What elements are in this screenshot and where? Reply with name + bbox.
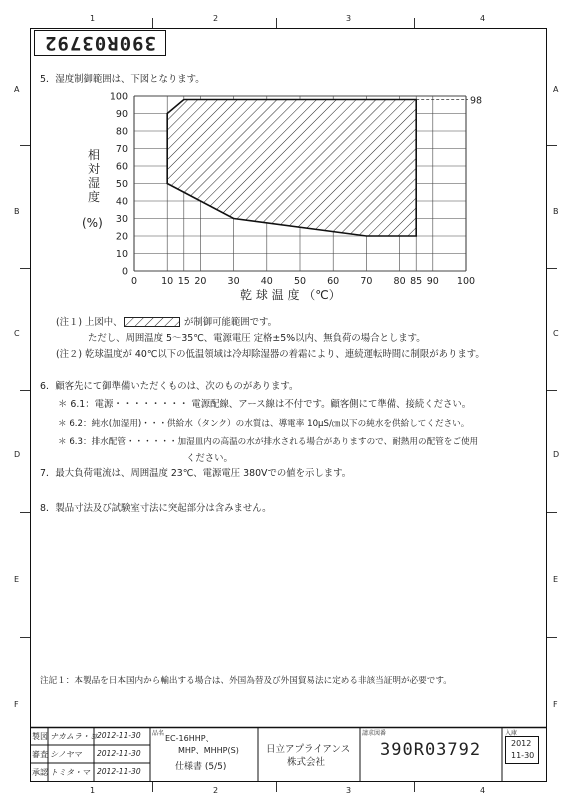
row-label-right: D — [553, 450, 560, 459]
tb-name-reviewed: シノヤマ — [50, 750, 82, 759]
note2: (注２) 乾球温度が 40℃以下の低温領域は冷却除湿器の着霜により、連続運転時間に制限があります。 — [56, 349, 485, 360]
tb-company-line1: 日立アプライアンス — [266, 744, 351, 755]
x-tick-label: 100 — [456, 276, 476, 287]
y-tick-label: 40 — [115, 196, 128, 208]
section6-item1: ＊ 6.1：電源・・・・・・・・ 電源配線、アース線は不付です。顧客側にて準備、接続ください。 — [58, 399, 472, 410]
x-tick-label: 20 — [194, 276, 207, 287]
y-tick-label: 80 — [115, 126, 128, 138]
x-tick-label: 70 — [360, 276, 373, 287]
tb-drawing-no: 390R03792 — [380, 740, 482, 760]
x-tick-label: 85 — [410, 276, 423, 287]
column-number-bottom: 2 — [213, 786, 219, 795]
row-label-left: D — [14, 450, 21, 459]
column-number-top: 2 — [213, 14, 219, 23]
chart-annotation — [416, 96, 482, 107]
tb-label-drafted: 製図 — [32, 732, 48, 741]
row-label-left: B — [14, 207, 20, 216]
x-tick-label: 80 — [393, 276, 406, 287]
column-number-top: 4 — [480, 14, 486, 23]
tb-date-reviewed: 2012-11-30 — [97, 749, 141, 758]
drawing-number-stamp: 390R03792 — [34, 30, 166, 56]
tb-label-reviewed: 審査 — [32, 750, 48, 759]
tb-entry-label: 入庫 — [505, 730, 518, 737]
section5-heading: 5．湿度制御範囲は、下図となります。 — [40, 74, 205, 85]
tb-product-line2: MHP、MHHP(S) — [178, 746, 239, 755]
section7: 7．最大負荷電流は、周囲温度 23℃、電源電圧 380Vでの値を示します。 — [40, 468, 352, 479]
x-tick-label: 60 — [327, 276, 340, 287]
y-tick-label: 90 — [115, 109, 128, 120]
annotation-98: 98 — [470, 95, 483, 107]
row-label-right: A — [553, 85, 559, 94]
y-tick-label: 30 — [115, 214, 128, 225]
y-tick-label: 0 — [121, 266, 128, 278]
row-label-left: A — [14, 85, 20, 94]
section6-item3-cont: ください。 — [186, 453, 233, 464]
tb-entry-date: 11-30 — [511, 751, 535, 760]
x-tick-label: 15 — [177, 276, 190, 287]
column-number-top: 3 — [346, 14, 352, 23]
tb-product-label: 品名 — [152, 730, 165, 737]
y-tick-label: 10 — [115, 249, 128, 260]
section6-item2: ＊ 6.2：純水(加湿用)・・・供給水（タンク）の水質は、導電率 10μS/㎝以下の純水を供給してください。 — [58, 419, 470, 429]
y-tick-label: 60 — [115, 161, 128, 173]
tb-name-approved: トミタ・マ — [50, 768, 90, 777]
y-tick-label: 70 — [115, 144, 128, 155]
column-number-bottom: 1 — [90, 786, 96, 795]
humidity-control-chart — [109, 88, 500, 287]
tb-date-drafted: 2012-11-30 — [97, 731, 141, 740]
control-region-polygon — [167, 100, 416, 237]
column-number-bottom: 4 — [480, 786, 486, 795]
x-axis-title: 乾 球 温 度 （℃） — [240, 288, 341, 302]
control-region — [167, 100, 416, 237]
y-tick-label: 100 — [109, 91, 128, 103]
y-tick-label: 50 — [115, 179, 128, 190]
hatch-legend-swatch — [124, 317, 180, 327]
x-tick-label: 90 — [426, 276, 439, 287]
export-footnote: 注記１：本製品を日本国内から輸出する場合は、外国為替及び外国貿易法に定める非該当証明が必要です。 — [40, 676, 452, 686]
x-tick-label: 10 — [161, 276, 174, 287]
tb-date-approved: 2012-11-30 — [97, 767, 141, 776]
tb-entry-year: 2012 — [511, 739, 532, 748]
column-number-bottom: 3 — [346, 786, 352, 795]
tb-name-drafted: ナカムラ・ヨ — [50, 732, 98, 741]
x-tick-label: 40 — [260, 276, 273, 287]
row-label-right: E — [553, 575, 559, 584]
tb-label-approved: 承認 — [32, 768, 48, 777]
y-tick-label: 20 — [115, 231, 128, 243]
row-label-right: B — [553, 207, 559, 216]
section8: 8．製品寸法及び試験室寸法に突起部分は含みません。 — [40, 503, 272, 514]
tb-drawing-no-label: 請求図番 — [362, 730, 387, 737]
row-label-left: E — [14, 575, 20, 584]
y-axis-title: 相 対 湿 度 — [87, 148, 100, 204]
section6-item3: ＊ 6.3：排水配管・・・・・・加湿皿内の高温の水が排水される場合がありますので、耐熱用の配管をご使用 — [58, 437, 479, 447]
x-tick-label: 0 — [130, 276, 138, 287]
row-label-left: C — [14, 329, 20, 338]
column-number-top: 1 — [90, 14, 96, 23]
note1-prefix: (注１) 上図中、 — [56, 317, 123, 328]
row-label-right: F — [553, 700, 558, 709]
note1-line2: ただし、周囲温度 5～35℃、電源電圧 定格±5%以内、無負荷の場合とします。 — [88, 333, 426, 344]
y-axis-unit: (%) — [82, 216, 103, 230]
x-tick-label: 50 — [293, 276, 307, 287]
section6-heading: 6．顧客先にて御準備いただくものは、次のものがあります。 — [40, 381, 299, 392]
row-label-right: C — [553, 329, 559, 338]
note1-suffix: が制御可能範囲です。 — [184, 317, 277, 328]
tb-company-line2: 株式会社 — [287, 757, 326, 768]
tb-product-line1: EC-16HHP、 — [165, 734, 214, 743]
tb-product-line3: 仕様書 (5/5) — [175, 762, 227, 772]
row-label-left: F — [14, 700, 19, 709]
x-tick-label: 30 — [227, 276, 240, 287]
